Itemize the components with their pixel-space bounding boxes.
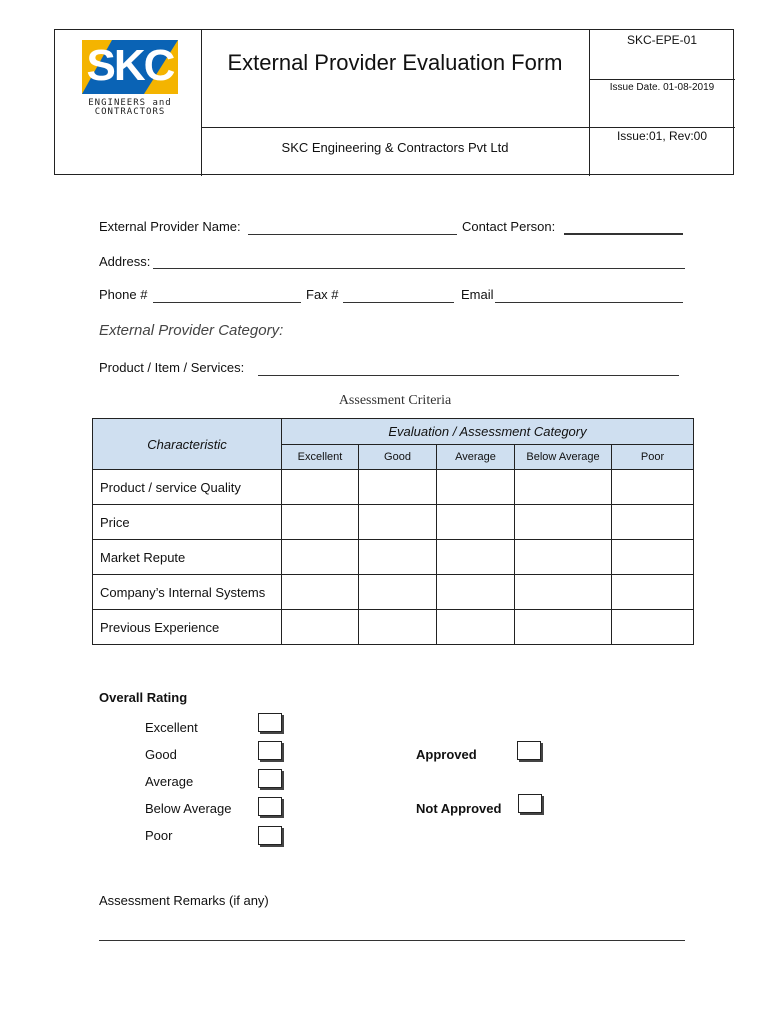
- provider-name-field[interactable]: [248, 234, 457, 235]
- rating-cell[interactable]: [515, 505, 612, 540]
- phone-field[interactable]: [153, 302, 301, 303]
- approved-checkbox[interactable]: [517, 741, 541, 760]
- row-label: Company’s Internal Systems: [93, 575, 282, 610]
- evaluation-header: Evaluation / Assessment Category: [282, 419, 694, 445]
- overall-rating-title: Overall Rating: [99, 690, 188, 705]
- logo-subtitle-1: ENGINEERS and: [88, 98, 172, 108]
- rating-cell[interactable]: [437, 540, 515, 575]
- document-header: [54, 29, 734, 175]
- remarks-label: Assessment Remarks (if any): [99, 893, 269, 908]
- poor-checkbox[interactable]: [258, 826, 282, 845]
- divider: [589, 79, 735, 80]
- provider-name-label: External Provider Name:: [99, 219, 241, 234]
- row-label: Previous Experience: [93, 610, 282, 645]
- rating-cell[interactable]: [612, 540, 694, 575]
- rating-cell[interactable]: [437, 610, 515, 645]
- phone-label: Phone #: [99, 287, 148, 302]
- fax-label: Fax #: [306, 287, 339, 302]
- option-label: Poor: [145, 828, 173, 843]
- issue-rev: Issue:01, Rev:00: [616, 129, 708, 143]
- rating-cell[interactable]: [515, 610, 612, 645]
- doc-code: SKC-EPE-01: [626, 33, 698, 47]
- remarks-field[interactable]: [99, 940, 685, 941]
- rating-cell[interactable]: [359, 575, 437, 610]
- table-row: [93, 470, 694, 505]
- assessment-table: [92, 418, 694, 645]
- col-good: Good: [359, 445, 437, 470]
- rating-cell[interactable]: [282, 470, 359, 505]
- address-field[interactable]: [153, 268, 685, 269]
- rating-cell[interactable]: [437, 505, 515, 540]
- col-average: Average: [437, 445, 515, 470]
- col-poor: Poor: [612, 445, 694, 470]
- fax-field[interactable]: [343, 302, 454, 303]
- row-label: Product / service Quality: [93, 470, 282, 505]
- rating-cell[interactable]: [515, 540, 612, 575]
- rating-cell[interactable]: [515, 575, 612, 610]
- good-checkbox[interactable]: [258, 741, 282, 760]
- col-excellent: Excellent: [282, 445, 359, 470]
- rating-cell[interactable]: [612, 575, 694, 610]
- divider: [589, 30, 590, 176]
- characteristic-header: Characteristic: [93, 419, 282, 470]
- rating-cell[interactable]: [437, 575, 515, 610]
- not-approved-label: Not Approved: [416, 801, 502, 816]
- rating-cell[interactable]: [282, 610, 359, 645]
- option-label: Average: [145, 774, 194, 789]
- provider-category-heading: External Provider Category:: [99, 322, 284, 339]
- product-field[interactable]: [258, 375, 679, 376]
- rating-cell[interactable]: [359, 470, 437, 505]
- rating-cell[interactable]: [612, 505, 694, 540]
- option-label: Excellent: [145, 720, 198, 735]
- contact-person-label: Contact Person:: [462, 219, 556, 234]
- table-row: [93, 610, 694, 645]
- row-label: Price: [93, 505, 282, 540]
- address-label: Address:: [99, 254, 151, 269]
- product-label: Product / Item / Services:: [99, 360, 245, 375]
- rating-cell[interactable]: [282, 505, 359, 540]
- option-label: Below Average: [145, 801, 232, 816]
- rating-cell[interactable]: [359, 505, 437, 540]
- rating-cell[interactable]: [437, 470, 515, 505]
- col-below-average: Below Average: [515, 445, 612, 470]
- rating-cell[interactable]: [359, 610, 437, 645]
- email-label: Email: [461, 287, 494, 302]
- company-name: SKC Engineering & Contractors Pvt Ltd: [281, 140, 509, 155]
- divider: [201, 127, 735, 128]
- issue-date: Issue Date. 01-08-2019: [609, 82, 715, 93]
- excellent-checkbox[interactable]: [258, 713, 282, 732]
- not-approved-checkbox[interactable]: [518, 794, 542, 813]
- contact-person-field[interactable]: [564, 233, 683, 235]
- rating-cell[interactable]: [612, 610, 694, 645]
- table-row: [93, 505, 694, 540]
- table-row: [93, 575, 694, 610]
- table-row: [93, 540, 694, 575]
- email-field[interactable]: [495, 302, 683, 303]
- rating-cell[interactable]: [282, 540, 359, 575]
- logo-text: SKC: [86, 41, 174, 90]
- rating-cell[interactable]: [282, 575, 359, 610]
- company-logo: [82, 40, 178, 94]
- assessment-criteria-title: Assessment Criteria: [338, 393, 452, 408]
- rating-cell[interactable]: [515, 470, 612, 505]
- logo-subtitle-2: CONTRACTORS: [94, 107, 166, 117]
- rating-cell[interactable]: [612, 470, 694, 505]
- average-checkbox[interactable]: [258, 769, 282, 788]
- below-average-checkbox[interactable]: [258, 797, 282, 816]
- option-label: Good: [145, 747, 177, 762]
- form-title: External Provider Evaluation Form: [227, 50, 563, 75]
- approved-label: Approved: [416, 747, 477, 762]
- rating-cell[interactable]: [359, 540, 437, 575]
- row-label: Market Repute: [93, 540, 282, 575]
